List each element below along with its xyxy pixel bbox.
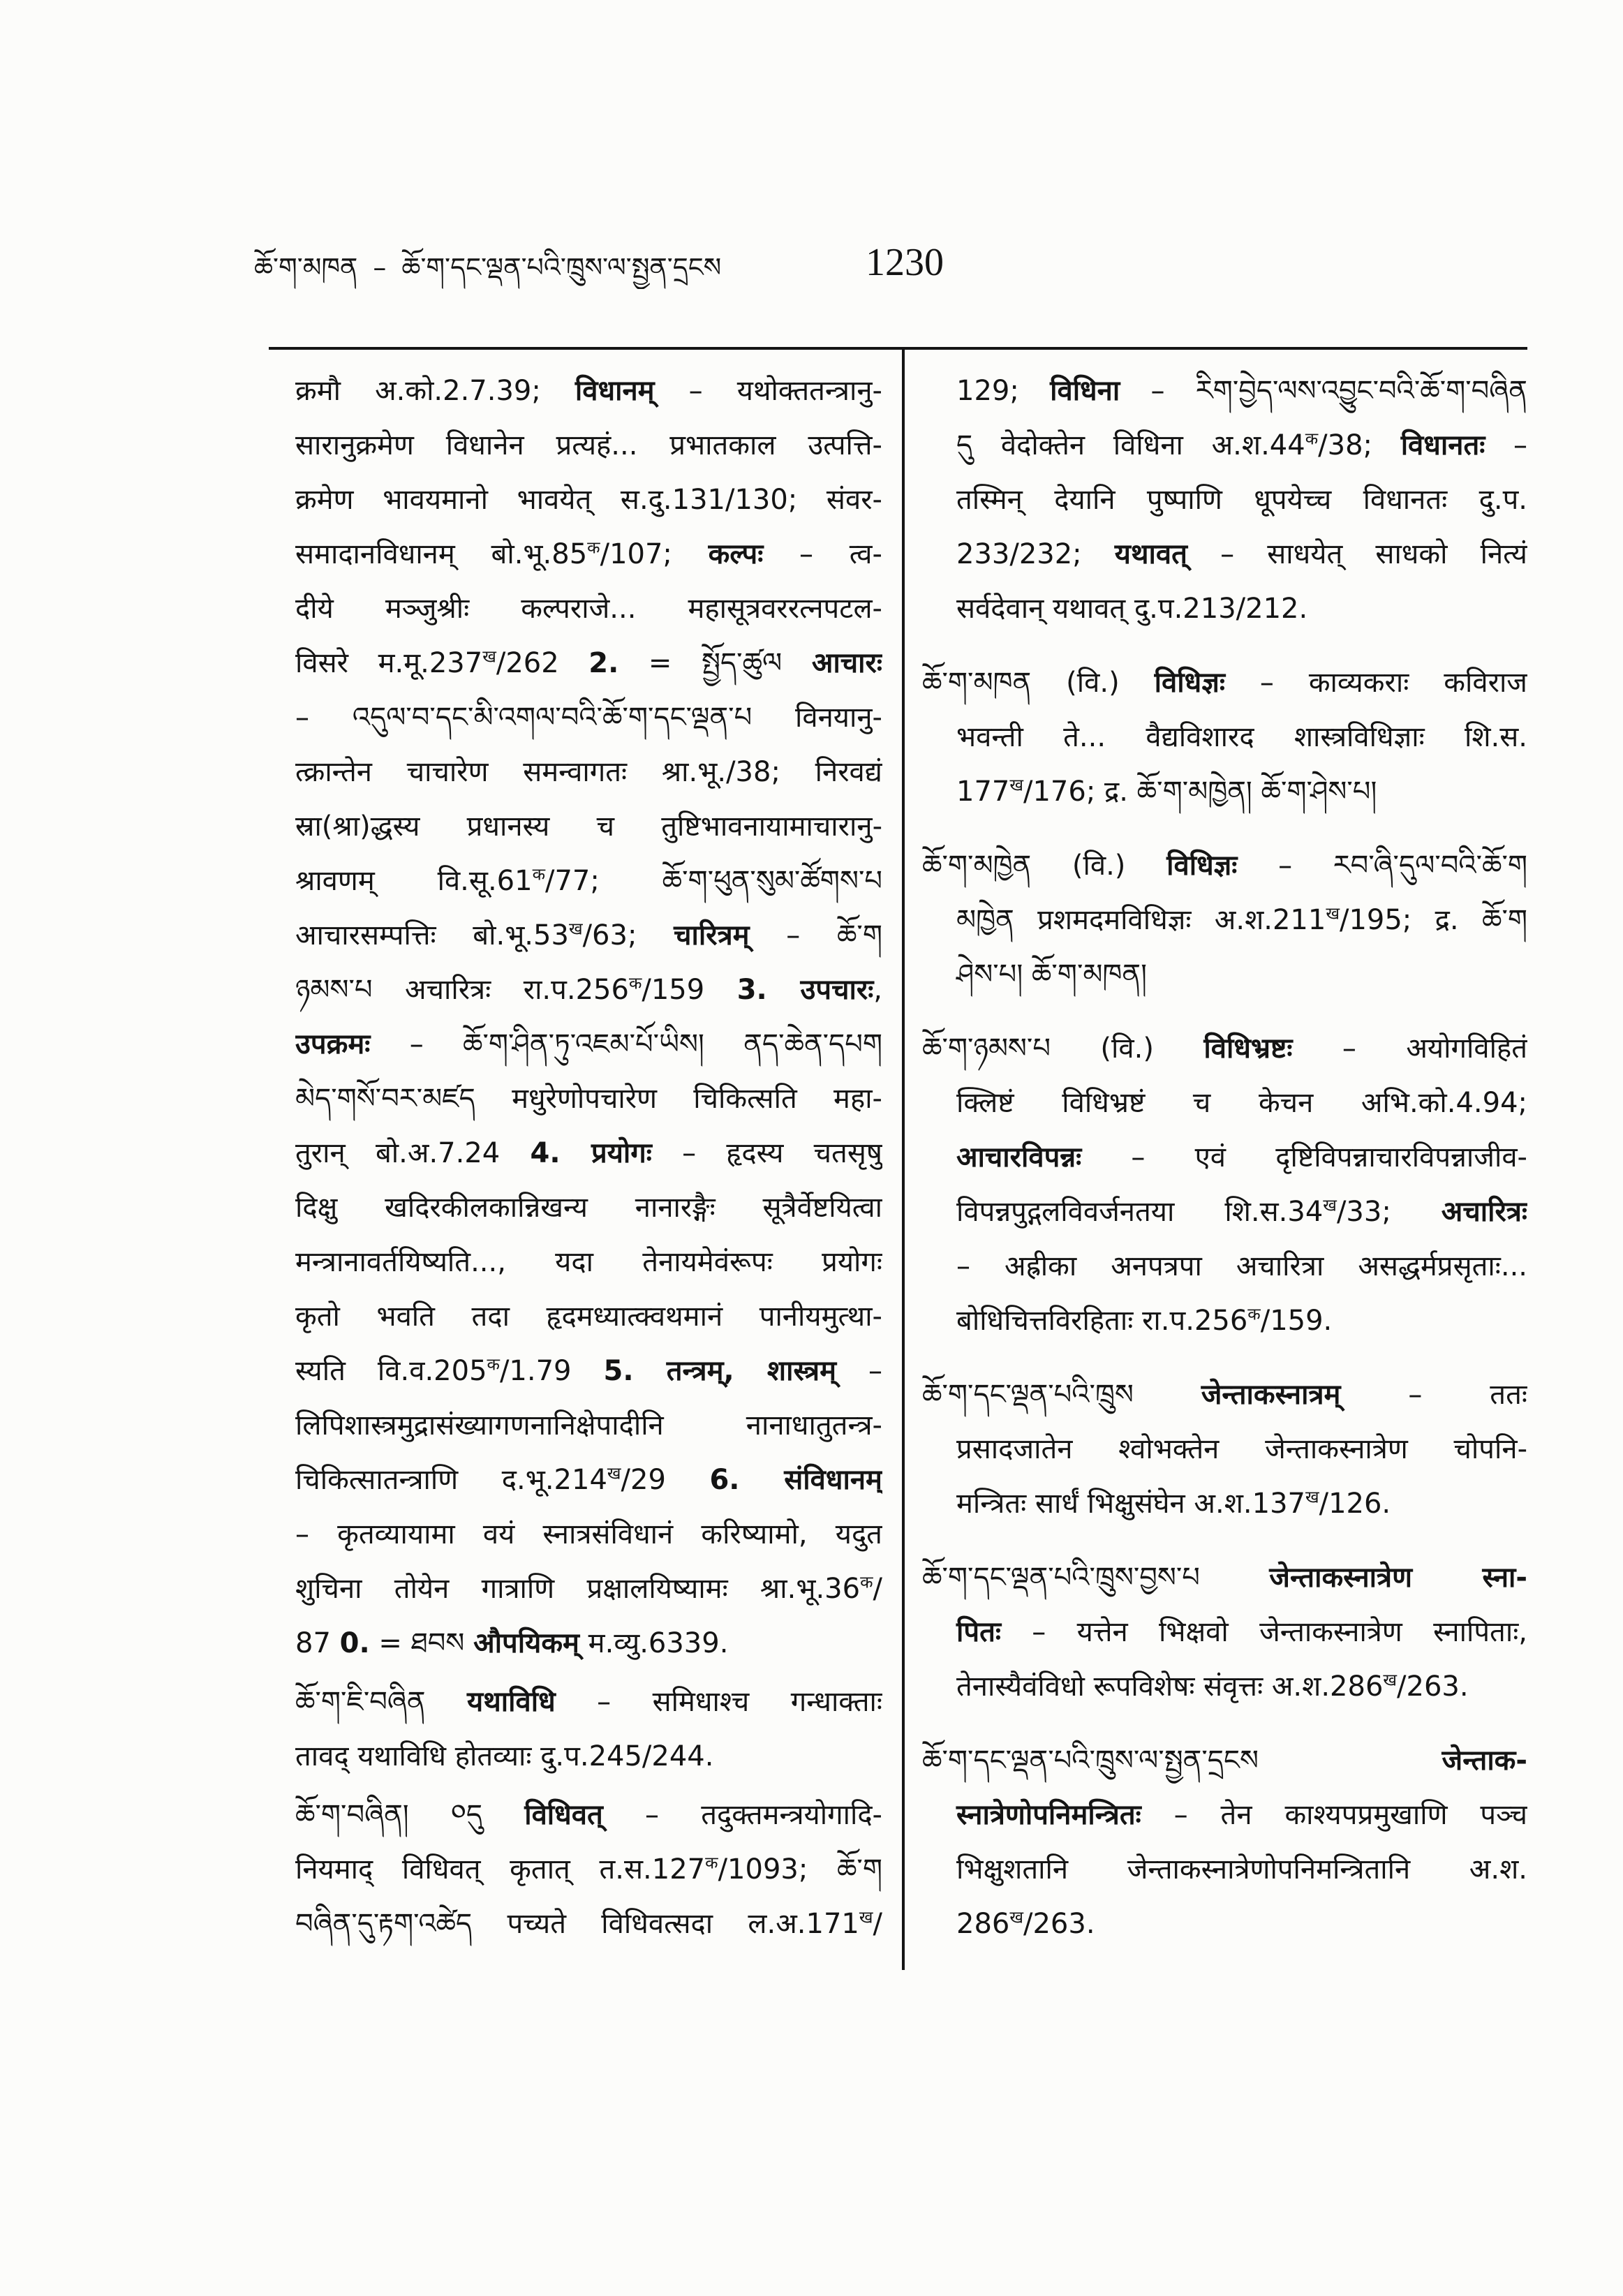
- text-run: लिपिशास्त्रमुद्रासंख्यागणनानिक्षेपादीनि नानाधातुतन्त्र-: [295, 1409, 882, 1442]
- folio-side-marker: ख: [1326, 903, 1340, 924]
- text-line: [295, 473, 882, 527]
- text-line: [922, 1422, 1527, 1476]
- folio-side-marker: ख: [607, 1463, 621, 1483]
- running-head-last-term: ཆོ་ག་དང་ལྡན་པའི་ཁྲུས་ལ་སྤྱན་དྲངས: [401, 252, 722, 283]
- text-run: ཆོ་ག་མཁྱེན (वि.): [922, 850, 1167, 882]
- text-run: मन्त्रितः सार्धं भिक्षुसंघेन अ.श.137: [956, 1488, 1305, 1520]
- text-run: /159: [642, 974, 737, 1006]
- text-run: म.व्यु.6339.: [579, 1627, 729, 1659]
- text-line: [922, 1021, 1527, 1076]
- dictionary-entry: [922, 1733, 1527, 1951]
- running-head-separator: –: [373, 252, 387, 283]
- text-run: ཆོ་ག་ཇི་བཞིན: [295, 1686, 468, 1718]
- sanskrit-equivalent: 0.: [339, 1627, 370, 1659]
- text-line: [295, 582, 882, 636]
- text-run: /126.: [1319, 1488, 1391, 1520]
- text-line: [295, 1180, 882, 1235]
- sanskrit-equivalent: जेन्ताकस्नात्रम्: [1201, 1379, 1341, 1411]
- text-run: ཆོ་ག་དང་ལྡན་པའི་ཁྲུས་ལ་སྤྱན་དྲངས: [922, 1745, 1442, 1777]
- text-run: /1093; ཆོ་ག: [718, 1853, 882, 1886]
- text-line: [922, 1130, 1527, 1185]
- text-run: तस्मिन् देयानि पुष्पाणि धूपयेच्च विधानतः दु.प.: [956, 484, 1527, 516]
- text-line: [922, 582, 1527, 636]
- text-line: [295, 418, 882, 473]
- text-line: [922, 1185, 1527, 1239]
- sanskrit-equivalent: 2.: [588, 647, 619, 679]
- text-line: [295, 745, 882, 799]
- sanskrit-equivalent: 4. प्रयोगः: [530, 1137, 652, 1169]
- folio-side-marker: ख: [482, 646, 496, 667]
- text-line: [295, 799, 882, 854]
- text-line: [295, 1235, 882, 1289]
- text-line: [922, 1239, 1527, 1294]
- text-line: [922, 1550, 1527, 1605]
- text-run: /263.: [1397, 1671, 1469, 1703]
- text-run: = ཐབས: [369, 1627, 474, 1659]
- text-run: त्क्रान्तेन चाचारेण समन्वागतः श्रा.भू./38; निरवद्यं: [295, 756, 882, 788]
- text-run: – अह्रीका अनपत्रपा अचारित्रा असद्धर्मप्रसृताः...: [956, 1250, 1527, 1282]
- text-run: ཆོ་ག་ཉམས་པ (वि.): [922, 1032, 1204, 1065]
- header-rule: [269, 347, 1527, 350]
- text-run: – कृतव्यायामा वयं स्नात्रसंविधानं करिष्यामो, यदुत: [295, 1518, 882, 1550]
- text-run: – ततः: [1340, 1379, 1527, 1411]
- text-run: – तेन काश्यपप्रमुखाणि पञ्च: [1141, 1799, 1527, 1831]
- text-run: – ཆོ་ག: [749, 919, 882, 951]
- text-run: 87: [295, 1627, 340, 1659]
- text-run: –: [1485, 429, 1527, 461]
- sanskrit-equivalent: कल्पः: [708, 538, 764, 570]
- text-run: शुचिना तोयेन गात्राणि प्रक्षालयिष्यामः श्रा.भू.36: [295, 1573, 861, 1605]
- folio-side-marker: ख: [1323, 1195, 1337, 1215]
- text-run: तुरान् बो.अ.7.24: [295, 1137, 531, 1169]
- sanskrit-equivalent: जेन्ताकस्नात्रेण स्ना-: [1269, 1562, 1527, 1594]
- text-line: [922, 1842, 1527, 1897]
- text-run: /63;: [582, 919, 674, 951]
- folio-side-marker: क: [860, 1572, 873, 1592]
- text-line: [295, 1453, 882, 1507]
- text-line: [295, 1507, 882, 1562]
- sanskrit-equivalent: स्नात्रेणोपनिमन्त्रितः: [956, 1799, 1141, 1831]
- text-run: བཞིན་དུ་རྟག་འཚེད पच्यते विधिवत्सदा ल.अ.171: [295, 1908, 859, 1940]
- page-number: 1230: [866, 241, 944, 284]
- text-line: [295, 1897, 882, 1951]
- text-line: [922, 838, 1527, 893]
- text-line: [295, 1017, 882, 1072]
- folio-side-marker: ख: [1009, 775, 1023, 795]
- folio-side-marker: क: [487, 1354, 500, 1375]
- text-line: [922, 473, 1527, 527]
- text-line: [295, 1788, 882, 1842]
- sanskrit-equivalent: 5. तन्त्रम्, शास्त्रम्: [603, 1355, 837, 1387]
- text-line: [295, 1398, 882, 1453]
- text-run: /38;: [1318, 429, 1401, 461]
- text-run: ,: [873, 974, 882, 1006]
- text-run: ཉམས་པ अचारित्रः रा.प.256: [295, 974, 629, 1006]
- text-run: 177: [956, 776, 1010, 808]
- text-run: 233/232;: [956, 538, 1115, 570]
- text-run: विसरे म.मू.237: [295, 647, 483, 679]
- column-divider: [902, 347, 905, 1970]
- text-run: स्यति वि.व.205: [295, 1355, 487, 1387]
- sanskrit-equivalent: विधिवत्: [524, 1799, 603, 1831]
- text-run: क्रमेण भावयमानो भावयेत् स.दु.131/130; संवर-: [295, 484, 882, 516]
- folio-side-marker: ख: [1383, 1670, 1398, 1690]
- text-run: चिकित्सातन्त्राणि द.भू.214: [295, 1464, 607, 1496]
- folio-side-marker: क: [628, 973, 642, 993]
- entry-continuation: [295, 364, 882, 1671]
- text-run: क्लिष्टं विधिभ्रष्टं च केचन अभि.को.4.94;: [956, 1087, 1527, 1119]
- running-head: [254, 246, 847, 289]
- text-line: [922, 1788, 1527, 1842]
- sanskrit-equivalent: यथावत्: [1114, 538, 1187, 570]
- dictionary-entry: [922, 1368, 1527, 1531]
- left-column: [295, 364, 882, 1951]
- text-line: [922, 764, 1527, 819]
- text-run: 129;: [956, 375, 1051, 407]
- dictionary-entry: [295, 1788, 882, 1951]
- text-run: आचारसम्पत्तिः बो.भू.53: [295, 919, 569, 951]
- text-line: [295, 527, 882, 582]
- text-run: दिक्षु खदिरकीलकान्निखन्य नानारङ्गैः सूत्रैर्वेष्टयित्वा: [295, 1192, 882, 1224]
- text-run: ཤེས་པ། ཆོ་ག་མཁན།: [956, 958, 1147, 991]
- sanskrit-equivalent: पितः: [956, 1616, 1001, 1648]
- text-line: [295, 1616, 882, 1671]
- sanskrit-equivalent: उपक्रमः: [295, 1028, 371, 1060]
- text-run: – अयोगविहितं: [1292, 1032, 1527, 1065]
- right-column: [922, 364, 1527, 1951]
- text-run: – हृदस्य चतसृषु: [651, 1137, 882, 1169]
- text-line: [922, 710, 1527, 764]
- folio-side-marker: क: [1247, 1304, 1261, 1324]
- folio-side-marker: क: [587, 538, 600, 558]
- sanskrit-equivalent: औपयिकम्: [473, 1627, 579, 1659]
- sanskrit-equivalent: आचारविपन्नः: [956, 1141, 1082, 1173]
- dictionary-entry: [922, 656, 1527, 819]
- text-run: དུ वेदोक्तेन विधिना अ.श.44: [956, 429, 1305, 461]
- running-head-first-term: ཆོ་ག་མཁན: [254, 252, 358, 283]
- text-run: མཁྱེན प्रशमदमविधिज्ञः अ.श.211: [956, 904, 1326, 936]
- folio-side-marker: ख: [1305, 1487, 1319, 1507]
- text-run: श्रावणम् वि.सू.61: [295, 865, 533, 897]
- text-run: /29: [621, 1464, 710, 1496]
- folio-side-marker: क: [532, 864, 545, 884]
- dictionary-entry: [922, 838, 1527, 1002]
- text-run: /33;: [1336, 1196, 1442, 1228]
- text-line: [922, 1605, 1527, 1659]
- text-line: [295, 1675, 882, 1729]
- text-run: – རབ་ཞི་དུལ་བའི་ཆོ་ག: [1237, 850, 1527, 882]
- text-run: मन्त्रानावर्तयिष्यति..., यदा तेनायमेवंरूपः प्रयोगः: [295, 1246, 882, 1278]
- text-run: बोधिचित्तविरहिताः रा.प.256: [956, 1305, 1248, 1337]
- text-line: [922, 1476, 1527, 1531]
- text-run: स्रा(श्रा)द्धस्य प्रधानस्य च तुष्टिभावनायामाचारानु-: [295, 810, 882, 843]
- text-run: /176; द्र. ཆོ་ག་མཁྱེན། ཆོ་ག་ཤེས་པ།: [1023, 776, 1377, 808]
- sanskrit-equivalent: विधिना: [1050, 375, 1120, 407]
- text-line: [295, 1562, 882, 1616]
- dictionary-entry: [922, 1021, 1527, 1348]
- text-line: [922, 1368, 1527, 1422]
- entry-continuation: [922, 364, 1527, 636]
- dictionary-entry: [922, 1550, 1527, 1714]
- text-run: भवन्ती ते... वैद्यविशारद शास्त्रविधिज्ञाः शि.स.: [956, 721, 1527, 753]
- sanskrit-equivalent: 6. संविधानम्: [709, 1464, 882, 1496]
- sanskrit-equivalent: विधानतः: [1400, 429, 1485, 461]
- text-run: ཆོ་ག་དང་ལྡན་པའི་ཁྲུས: [922, 1379, 1201, 1411]
- text-run: /1.79: [499, 1355, 604, 1387]
- text-line: [295, 854, 882, 908]
- text-line: [295, 1289, 882, 1344]
- sanskrit-equivalent: विधानम्: [575, 375, 655, 407]
- text-run: सर्वदेवान् यथावत् दु.प.213/212.: [956, 593, 1308, 625]
- text-line: [295, 1842, 882, 1897]
- text-line: [295, 1344, 882, 1398]
- sanskrit-equivalent: 3. उपचारः: [736, 974, 874, 1006]
- text-run: तावद् यथाविधि होतव्याः दु.प.245/244.: [295, 1740, 714, 1772]
- text-line: [922, 1294, 1527, 1348]
- text-line: [295, 1729, 882, 1784]
- text-run: – एवं दृष्टिविपन्नाचारविपन्नाजीव-: [1081, 1141, 1527, 1173]
- text-run: विपन्नपुद्गलविवर्जनतया शि.स.34: [956, 1196, 1324, 1228]
- text-run: – यत्तेन भिक्षवो जेन्ताकस्नात्रेण स्नापिताः,: [1000, 1616, 1527, 1648]
- text-line: [922, 947, 1527, 1002]
- text-line: [922, 1897, 1527, 1951]
- sanskrit-equivalent: विधिभ्रष्टः: [1203, 1032, 1293, 1065]
- text-run: क्रमौ अ.को.2.7.39;: [295, 375, 575, 407]
- text-run: /: [873, 1908, 882, 1940]
- text-run: – རིག་བྱེད་ལས་འབྱུང་བའི་ཆོ་ག་བཞིན: [1120, 375, 1527, 407]
- text-run: – यथोक्ततन्त्रानु-: [654, 375, 882, 407]
- text-line: [295, 1126, 882, 1180]
- folio-side-marker: ख: [859, 1907, 873, 1927]
- text-line: [295, 636, 882, 690]
- text-run: तेनास्यैवंविधो रूपविशेषः संवृत्तः अ.श.286: [956, 1671, 1384, 1703]
- text-run: –: [836, 1355, 882, 1387]
- folio-side-marker: क: [705, 1853, 718, 1873]
- text-run: ཆོ་ག་བཞིན། ༠དུ: [295, 1799, 525, 1831]
- folio-side-marker: ख: [1009, 1907, 1023, 1927]
- text-run: /195; द्र. ཆོ་ག: [1339, 904, 1527, 936]
- text-run: – साधयेत् साधको नित्यं: [1187, 538, 1527, 570]
- text-run: समादानविधानम् बो.भू.85: [295, 538, 588, 570]
- text-run: /77; ཆོ་ག་ཕུན་སུམ་ཚོགས་པ: [545, 865, 882, 897]
- sanskrit-equivalent: विधिज्ञः: [1166, 850, 1238, 882]
- sanskrit-equivalent: अचारित्रः: [1441, 1196, 1527, 1228]
- text-line: [922, 656, 1527, 710]
- text-run: – འདུལ་བ་དང་མི་འགལ་བའི་ཆོ་ག་དང་ལྡན་པ विनयानु-: [295, 702, 882, 734]
- text-run: – समिधाश्च गन्धाक्ताः: [555, 1686, 882, 1718]
- text-line: [922, 1076, 1527, 1130]
- text-line: [295, 908, 882, 963]
- sanskrit-equivalent: आचारः: [811, 647, 882, 679]
- sanskrit-equivalent: विधिज्ञः: [1154, 667, 1225, 699]
- text-line: [922, 364, 1527, 418]
- text-run: कृतो भवति तदा हृदमध्यात्क्वथमानं पानीयमुत्था-: [295, 1301, 882, 1333]
- dictionary-entry: [295, 1675, 882, 1784]
- text-run: 286: [956, 1908, 1010, 1940]
- text-run: – त्व-: [763, 538, 882, 570]
- sanskrit-equivalent: जेन्ताक-: [1442, 1745, 1527, 1777]
- text-run: – तदुक्तमन्त्रयोगादि-: [602, 1799, 882, 1831]
- text-run: नियमाद् विधिवत् कृतात् त.स.127: [295, 1853, 706, 1886]
- text-line: [922, 1659, 1527, 1714]
- text-run: – काव्यकराः कविराज: [1224, 667, 1527, 699]
- text-line: [295, 1072, 882, 1126]
- text-run: /263.: [1023, 1908, 1095, 1940]
- text-line: [922, 1733, 1527, 1788]
- text-run: भिक्षुशतानि जेन्ताकस्नात्रेणोपनिमन्त्रितानि अ.श.: [956, 1853, 1527, 1886]
- text-line: [295, 364, 882, 418]
- text-run: /: [873, 1573, 882, 1605]
- text-run: /159.: [1260, 1305, 1333, 1337]
- text-run: མེད་གསོ་བར་མཛད मधुरेणोपचारेण चिकित्सति महा-: [295, 1083, 882, 1115]
- text-run: सारानुक्रमेण विधानेन प्रत्यहं... प्रभातकाल उत्पत्ति-: [295, 429, 882, 461]
- text-line: [922, 527, 1527, 582]
- text-run: ཆོ་ག་མཁན (वि.): [922, 667, 1155, 699]
- text-run: प्रसादजातेन श्वोभक्तेन जेन्ताकस्नात्रेण चोपनि-: [956, 1433, 1527, 1465]
- text-run: /107;: [600, 538, 709, 570]
- text-run: /262: [496, 647, 589, 679]
- folio-side-marker: ख: [568, 919, 583, 939]
- text-line: [922, 893, 1527, 947]
- text-line: [295, 963, 882, 1017]
- text-run: दीये मञ्जुश्रीः कल्पराजे... महासूत्रवररत्नपटल-: [295, 593, 882, 625]
- text-line: [295, 690, 882, 745]
- text-run: = སྤྱོད་ཚུལ: [618, 647, 812, 679]
- sanskrit-equivalent: यथाविधि: [467, 1686, 556, 1718]
- folio-side-marker: क: [1305, 429, 1319, 449]
- text-run: ཆོ་ག་དང་ལྡན་པའི་ཁྲུས་བྱས་པ: [922, 1562, 1270, 1594]
- sanskrit-equivalent: चारित्रम्: [674, 919, 750, 951]
- text-line: [922, 418, 1527, 473]
- text-run: – ཆོ་ག་ཤིན་ཏུ་འཇམ་པོ་ཡིས། ནད་ཆེན་དཔག: [370, 1028, 882, 1060]
